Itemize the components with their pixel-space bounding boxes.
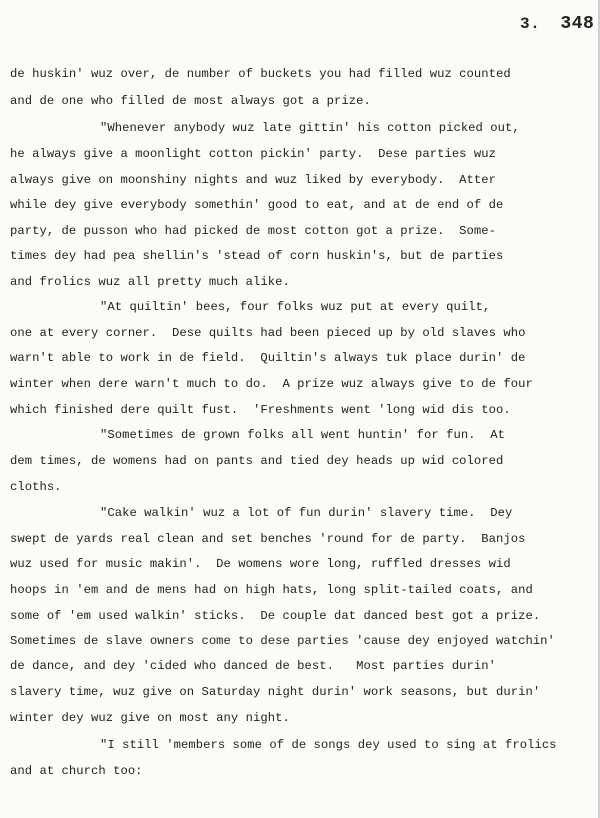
- text-line: some of 'em used walkin' sticks. De couple dat danced best got a prize.: [10, 609, 541, 623]
- text-line: cloths.: [10, 480, 62, 494]
- text-line: one at every corner. Dese quilts had been pieced up by old slaves who: [10, 326, 526, 340]
- text-line: "At quiltin' bees, four folks wuz put at every quilt,: [100, 300, 491, 314]
- text-line: and de one who filled de most always got a prize.: [10, 94, 371, 108]
- text-line: "Whenever anybody wuz late gittin' his cotton picked out,: [100, 121, 520, 135]
- text-line: swept de yards real clean and set benches 'round for de party. Banjos: [10, 532, 526, 546]
- text-line: and frolics wuz all pretty much alike.: [10, 275, 290, 289]
- text-line: "Cake walkin' wuz a lot of fun durin' slavery time. Dey: [100, 506, 513, 520]
- text-line: dem times, de womens had on pants and tied dey heads up wid colored: [10, 454, 504, 468]
- page-number-prefix: 3.: [520, 15, 541, 33]
- text-line: and at church too:: [10, 764, 143, 778]
- text-line: Sometimes de slave owners come to dese parties 'cause dey enjoyed watchin': [10, 634, 555, 648]
- text-line: slavery time, wuz give on Saturday night durin' work seasons, but durin': [10, 685, 541, 699]
- text-line: party, de pusson who had picked de most cotton got a prize. Some-: [10, 224, 497, 238]
- text-line: de dance, and dey 'cided who danced de best. Most parties durin': [10, 659, 497, 673]
- text-line: de huskin' wuz over, de number of buckets you had filled wuz counted: [10, 67, 511, 81]
- page-number: [520, 14, 594, 34]
- text-line: hoops in 'em and de mens had on high hats, long split-tailed coats, and: [10, 583, 533, 597]
- text-line: winter when dere warn't much to do. A prize wuz always give to de four: [10, 377, 533, 391]
- text-line: he always give a moonlight cotton pickin' party. Dese parties wuz: [10, 147, 497, 161]
- text-line: "Sometimes de grown folks all went huntin' for fun. At: [100, 428, 506, 442]
- text-line: while dey give everybody somethin' good to eat, and at de end of de: [10, 198, 504, 212]
- text-line: "I still 'members some of de songs dey used to sing at frolics: [100, 738, 557, 752]
- page-number-value: 348: [560, 14, 595, 34]
- text-line: winter dey wuz give on most any night.: [10, 711, 290, 725]
- text-line: times dey had pea shellin's 'stead of corn huskin's, but de parties: [10, 249, 504, 263]
- text-line: which finished dere quilt fust. 'Freshments went 'long wid dis too.: [10, 403, 511, 417]
- text-line: always give on moonshiny nights and wuz liked by everybody. Atter: [10, 173, 497, 187]
- text-line: wuz used for music makin'. De womens wore long, ruffled dresses wid: [10, 557, 511, 571]
- text-line: warn't able to work in de field. Quiltin's always tuk place durin' de: [10, 351, 526, 365]
